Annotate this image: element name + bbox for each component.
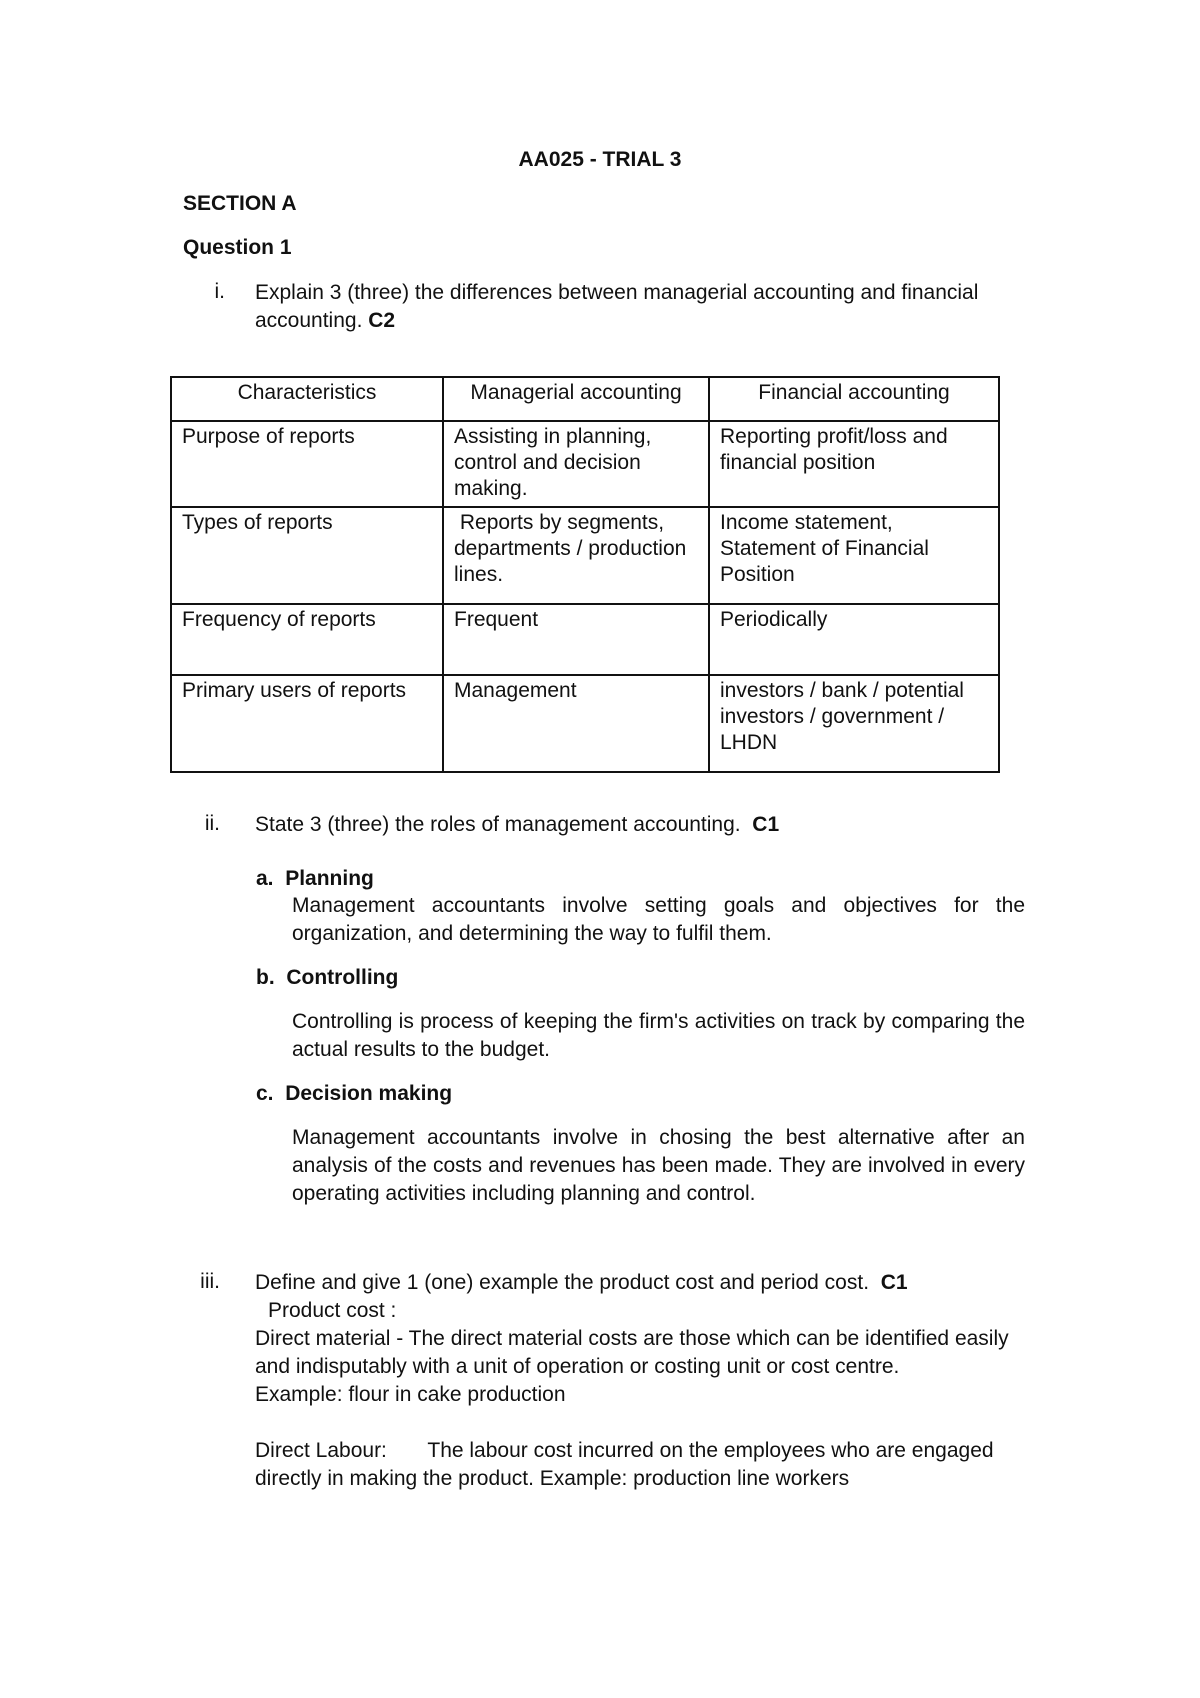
direct-labour-definition <box>255 1437 1025 1493</box>
role-a-heading <box>256 867 374 891</box>
table-cell: Management <box>443 675 709 772</box>
table-cell: Purpose of reports <box>171 421 443 507</box>
q3-tag: C1 <box>880 1271 908 1294</box>
q1-question: Explain 3 (three) the differences between managerial accounting and financial accounting. <box>255 281 979 332</box>
table-header: Financial accounting <box>709 377 999 421</box>
q2-tag: C1 <box>752 813 780 836</box>
table-row <box>171 421 999 507</box>
table-header: Managerial accounting <box>443 377 709 421</box>
role-b-title: Controlling <box>286 966 399 989</box>
q1-number: i. <box>214 280 225 303</box>
role-b-heading <box>256 966 398 990</box>
direct-material-example: Example: flour in cake production <box>255 1383 566 1406</box>
product-cost-heading: Product cost : <box>268 1299 397 1322</box>
table-cell: Frequency of reports <box>171 604 443 675</box>
role-c-title: Decision making <box>285 1082 453 1105</box>
q2-number: ii. <box>204 812 220 835</box>
q3-number: iii. <box>200 1270 220 1293</box>
table-cell: investors / bank / potential investors / government / LHDN <box>709 675 999 772</box>
q2-text <box>255 811 1025 839</box>
table-cell: Periodically <box>709 604 999 675</box>
role-a-title: Planning <box>285 867 374 890</box>
table-cell: Frequent <box>443 604 709 675</box>
table-cell: Income statement, Statement of Financial Position <box>709 507 999 604</box>
role-a-letter: a. <box>256 867 274 890</box>
table-row <box>171 604 999 675</box>
role-b-letter: b. <box>256 966 275 989</box>
table-row <box>171 507 999 604</box>
table-cell: Types of reports <box>171 507 443 604</box>
section-heading: SECTION A <box>183 192 297 215</box>
direct-material-definition <box>255 1325 1025 1381</box>
direct-labour-text: The labour cost incurred on the employees who are engaged directly in making the product. Example: production line workers <box>255 1439 994 1490</box>
role-c-heading <box>256 1082 452 1106</box>
direct-material-text: - The direct material costs are those which can be identified easily and indisputably with a unit of operation or costing unit or cost centre. <box>255 1327 1009 1378</box>
role-b-body: Controlling is process of keeping the firm's activities on track by comparing the actual results to the budget. <box>292 1010 1025 1061</box>
question-heading: Question 1 <box>183 236 292 259</box>
q1-text <box>255 279 1025 335</box>
q1-tag: C2 <box>368 309 396 332</box>
q3-question: Define and give 1 (one) example the product cost and period cost. <box>255 1271 870 1294</box>
table-header: Characteristics <box>171 377 443 421</box>
table-cell: Assisting in planning, control and decision making. <box>443 421 709 507</box>
role-c-letter: c. <box>256 1082 274 1105</box>
page-title: AA025 - TRIAL 3 <box>518 148 682 171</box>
direct-labour-label: Direct Labour: <box>255 1439 387 1462</box>
q2-question: State 3 (three) the roles of management accounting. <box>255 813 741 836</box>
table-cell: Reporting profit/loss and financial position <box>709 421 999 507</box>
table-header-row <box>171 377 999 421</box>
table-row <box>171 675 999 772</box>
q3-text <box>255 1269 1025 1297</box>
table-cell: Primary users of reports <box>171 675 443 772</box>
direct-material-label: Direct material <box>255 1327 391 1350</box>
comparison-table <box>170 376 1000 773</box>
table-cell: Reports by segments, departments / production lines. <box>443 507 709 604</box>
role-c-body: Management accountants involve in chosing the best alternative after an analysis of the costs and revenues has been made. They are involved in every operating activities including planning and control. <box>292 1126 1025 1205</box>
role-a-body: Management accountants involve setting goals and objectives for the organization, and determining the way to fulfil them. <box>292 894 1025 945</box>
